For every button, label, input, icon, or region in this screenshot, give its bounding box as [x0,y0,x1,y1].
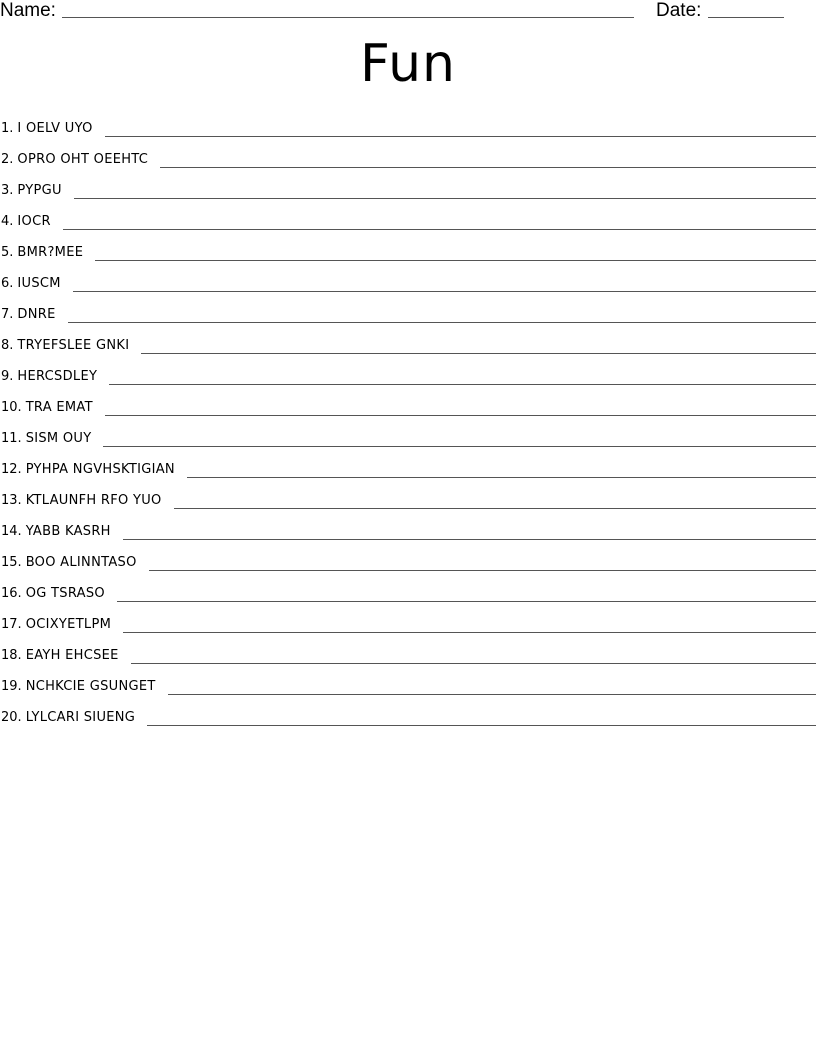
scramble-item [0,480,816,511]
scrambled-word: TRYEFSLEE GNKI [17,338,130,353]
scrambled-word: OCIXYETLPM [25,617,112,632]
answer-line [174,508,816,509]
scramble-item [0,635,816,666]
scramble-item [0,139,816,170]
item-number: 11. [1,431,22,446]
answer-line [131,663,816,664]
scramble-item [0,604,816,635]
scrambled-word: IOCR [17,214,51,229]
scrambled-word: SISM OUY [25,431,92,446]
scrambled-word: EAYH EHCSEE [25,648,119,663]
scramble-item [0,201,816,232]
scrambled-word: BOO ALINNTASO [25,555,137,570]
date-label: Date: [656,0,702,21]
answer-line [105,415,816,416]
answer-line [117,601,816,602]
item-number: 14. [1,524,22,539]
item-number: 15. [1,555,22,570]
scrambled-word: DNRE [17,307,56,322]
scrambled-word: NCHKCIE GSUNGET [25,679,156,694]
answer-line [123,632,816,633]
item-number: 17. [1,617,22,632]
answer-line [160,167,816,168]
item-number: 20. [1,710,22,725]
item-number: 7. [1,307,14,322]
item-number: 8. [1,338,14,353]
scrambled-word: I OELV UYO [17,121,93,136]
answer-line [95,260,816,261]
item-number: 19. [1,679,22,694]
scramble-item [0,511,816,542]
scrambled-word: PYPGU [17,183,62,198]
name-blank-line [62,17,634,18]
scramble-item [0,542,816,573]
name-label: Name: [0,0,56,21]
scramble-item [0,263,816,294]
scrambled-word: BMR?MEE [17,245,84,260]
answer-line [141,353,816,354]
scrambled-word: IUSCM [17,276,61,291]
item-number: 2. [1,152,14,167]
scramble-item [0,387,816,418]
item-number: 6. [1,276,14,291]
answer-line [63,229,816,230]
answer-line [168,694,816,695]
scrambled-word: OPRO OHT OEEHTC [17,152,149,167]
item-number: 10. [1,400,22,415]
worksheet-title: Fun [360,34,456,94]
scramble-item [0,356,816,387]
scramble-item [0,325,816,356]
item-number: 12. [1,462,22,477]
answer-line [73,291,816,292]
item-number: 18. [1,648,22,663]
answer-line [123,539,816,540]
scrambled-word: KTLAUNFH RFO YUO [25,493,162,508]
scramble-item [0,170,816,201]
item-number: 1. [1,121,14,136]
scrambled-word: LYLCARI SIUENG [25,710,136,725]
item-number: 16. [1,586,22,601]
scramble-item [0,449,816,480]
answer-line [147,725,816,726]
date-blank-line [708,17,784,18]
scrambled-word: OG TSRASO [25,586,105,601]
answer-line [68,322,816,323]
scramble-item [0,573,816,604]
scramble-item [0,418,816,449]
answer-line [149,570,816,571]
answer-line [105,136,816,137]
item-number: 13. [1,493,22,508]
scramble-item [0,666,816,697]
scrambled-word: TRA EMAT [25,400,93,415]
worksheet-header [0,0,816,24]
scramble-item [0,232,816,263]
answer-line [187,477,816,478]
scrambled-word: PYHPA NGVHSKTIGIAN [25,462,175,477]
scrambled-word: YABB KASRH [25,524,111,539]
scramble-item [0,697,816,728]
item-number: 4. [1,214,14,229]
scramble-item [0,108,816,139]
answer-line [74,198,816,199]
answer-line [103,446,816,447]
item-number: 5. [1,245,14,260]
scramble-list [0,108,816,728]
item-number: 9. [1,369,14,384]
item-number: 3. [1,183,14,198]
scrambled-word: HERCSDLEY [17,369,98,384]
answer-line [109,384,816,385]
scramble-item [0,294,816,325]
